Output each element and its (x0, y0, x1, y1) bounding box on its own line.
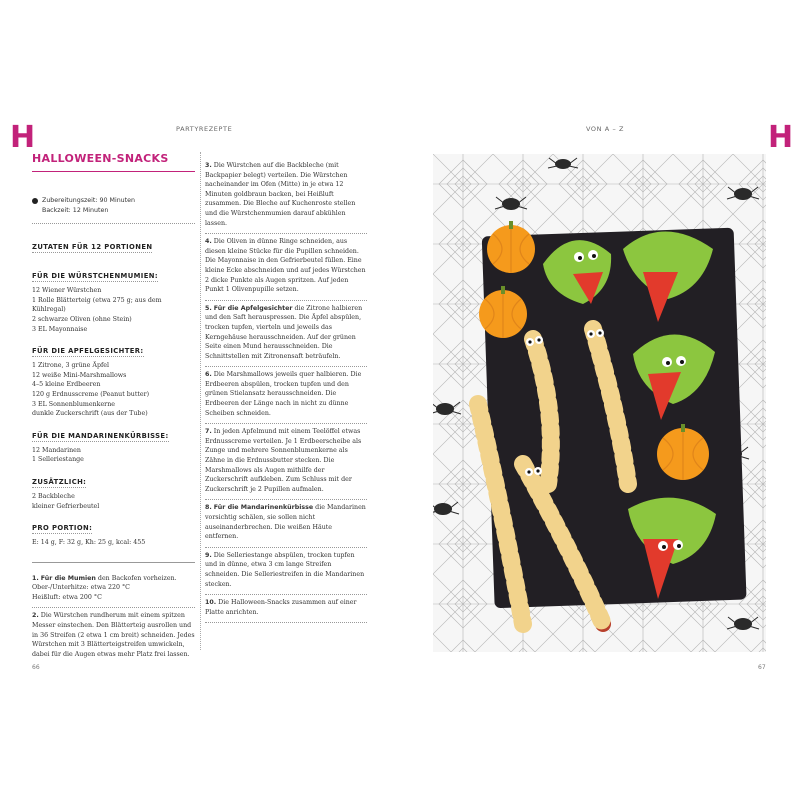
ingredient-item: 2 Backbleche (32, 492, 75, 500)
time-block (32, 196, 195, 215)
ingredient-item: 12 Mandarinen (32, 446, 81, 454)
servings-heading: ZUTATEN FÜR 12 PORTIONEN (32, 243, 153, 252)
group-heading: PRO PORTION: (32, 524, 93, 533)
column-separator (200, 152, 201, 650)
step-7: 7. In jeden Apfelmund mit einem Teelöffel etwas Erdnusscreme verteilen. Je 1 Erdbeerscheibe als Zunge und mehrere Sonnenblumenkerne als Zähne in die Erdnussbutter stecken. Die Marshmallows als Augen mithilfe der Zuckerschrift aufkleben. Zum Schluss mit der Zuckerschrift je 2 Pupillen aufmalen. (205, 424, 367, 500)
group-heading: ZUSÄTZLICH: (32, 477, 87, 486)
ingredient-item: kleiner Gefrierbeutel (32, 502, 100, 510)
step-9: 9. Die Selleriestange abspülen, trocken tupfen und in dünne, etwa 3 cm lange Streifen schneiden. Die Selleriestreifen in die Mandarinen stecken. (205, 548, 367, 595)
step-4: 4. Die Oliven in dünne Ringe schneiden, aus diesen kleine Stücke für die Pupillen schneiden. Die Mayonnaise in den Gefrierbeutel füllen. Eine kleine Ecke abschneiden und auf jedes Würstchen 2 dicke Punkte als Augen spritzen. Auf jeden Punkt 1 Olivenpupille setzen. (205, 234, 367, 301)
steps-column (205, 158, 367, 623)
ingredient-list (32, 361, 195, 419)
step-1: 1. Für die Mumien den Backofen vorheizen. Ober-/Unterhitze: etwa 220 °C Heißluft: etwa 200 °C (32, 571, 195, 609)
ingredient-item: E: 14 g, F: 32 g, Kh: 25 g, kcal: 455 (32, 539, 146, 547)
ingredient-item: 1 Rolle Blätterteig (etwa 275 g; aus dem Kühlregal) (32, 296, 162, 314)
ingredient-item: 120 g Erdnusscreme (Peanut butter) (32, 390, 150, 398)
group-heading: FÜR DIE WÜRSTCHENMUMIEN: (32, 272, 158, 281)
running-head-right: VON A – Z (586, 125, 625, 133)
ingredient-item: dunkle Zuckerschrift (aus der Tube) (32, 410, 148, 418)
ingredient-item: 12 Wiener Würstchen (32, 287, 102, 295)
recipe-photo (433, 154, 766, 652)
step-10: 10. Die Halloween-Snacks zusammen auf einer Platte anrichten. (205, 595, 367, 623)
ingredients-column (32, 196, 195, 664)
ingredient-item: 1 Zitrone, 3 grüne Äpfel (32, 362, 110, 370)
ingredient-item: 12 weiße Mini-Marshmallows (32, 371, 127, 379)
prep-time: Zubereitungszeit: 90 Minuten (42, 197, 136, 204)
recipe-title: HALLOWEEN-SNACKS (32, 152, 169, 165)
page-number-right: 67 (758, 664, 766, 671)
nutrition-info (32, 538, 195, 548)
group-heading: FÜR DIE MANDARINENKÜRBISSE: (32, 431, 169, 440)
ingredient-item: 3 EL Mayonnaise (32, 325, 88, 333)
section-letter-right: H (768, 120, 794, 155)
ingredient-list (32, 286, 195, 334)
clock-icon (32, 198, 38, 204)
recipe-title-block (32, 152, 195, 180)
running-head-left: PARTYREZEPTE (176, 125, 233, 133)
ingredient-item: 1 Selleriestange (32, 456, 84, 464)
section-letter-left: H (10, 120, 36, 155)
step-8: 8. Für die Mandarinenkürbisse die Mandarinen vorsichtig schälen, sie sollen nicht auseinanderbrechen. Die weißen Häute entfernen. (205, 500, 367, 547)
ingredient-item: 3 EL Sonnenblumenkerne (32, 400, 115, 408)
step-5: 5. Für die Apfelgesichter die Zitrone halbieren und den Saft herauspressen. Die Äpfel abspülen, trocken tupfen, vierteln und jeweils das Kerngehäuse herausschneiden. Auf der grünen Seite einen Mund herausschneiden. Die Schnittstellen mit Zitronensaft beträufeln. (205, 301, 367, 368)
bake-time: Backzeit: 12 Minuten (42, 206, 109, 214)
section-divider (32, 562, 195, 563)
title-rule (32, 171, 195, 172)
page-number-left: 66 (32, 664, 40, 671)
group-heading: FÜR DIE APFELGESICHTER: (32, 347, 144, 356)
step-3: 3. Die Würstchen auf die Backbleche (mit Backpapier belegt) verteilen. Die Würstchen nacheinander im Ofen (Mitte) in je etwa 12 Minuten goldbraun backen, bei Heißluft zusammen. Die Bleche auf Kuchenroste stellen und die Würstchenmumien darauf abkühlen lassen. (205, 158, 367, 234)
ingredient-list (32, 492, 195, 511)
step-6: 6. Die Marshmallows jeweils quer halbieren. Die Erdbeeren abspülen, trocken tupfen und den grünen Stielansatz herausschneiden. Die Erdbeeren der Länge nach in nicht zu dünne Scheiben schneiden. (205, 367, 367, 424)
ingredient-item: 2 schwarze Oliven (ohne Stein) (32, 315, 132, 323)
steps-left (32, 571, 195, 665)
step-2: 2. Die Würstchen rundherum mit einem spitzen Messer einstechen. Den Blätterteig ausrollen und in 36 Streifen (2 etwa 1 cm breit) schneiden. Jedes Würstchen mit 3 Blätterteigstreifen umwickeln, dabei für die Augen etwas mehr Platz frei lassen. (32, 612, 195, 658)
ingredient-item: 4–5 kleine Erdbeeren (32, 381, 101, 389)
ingredient-list (32, 446, 195, 465)
